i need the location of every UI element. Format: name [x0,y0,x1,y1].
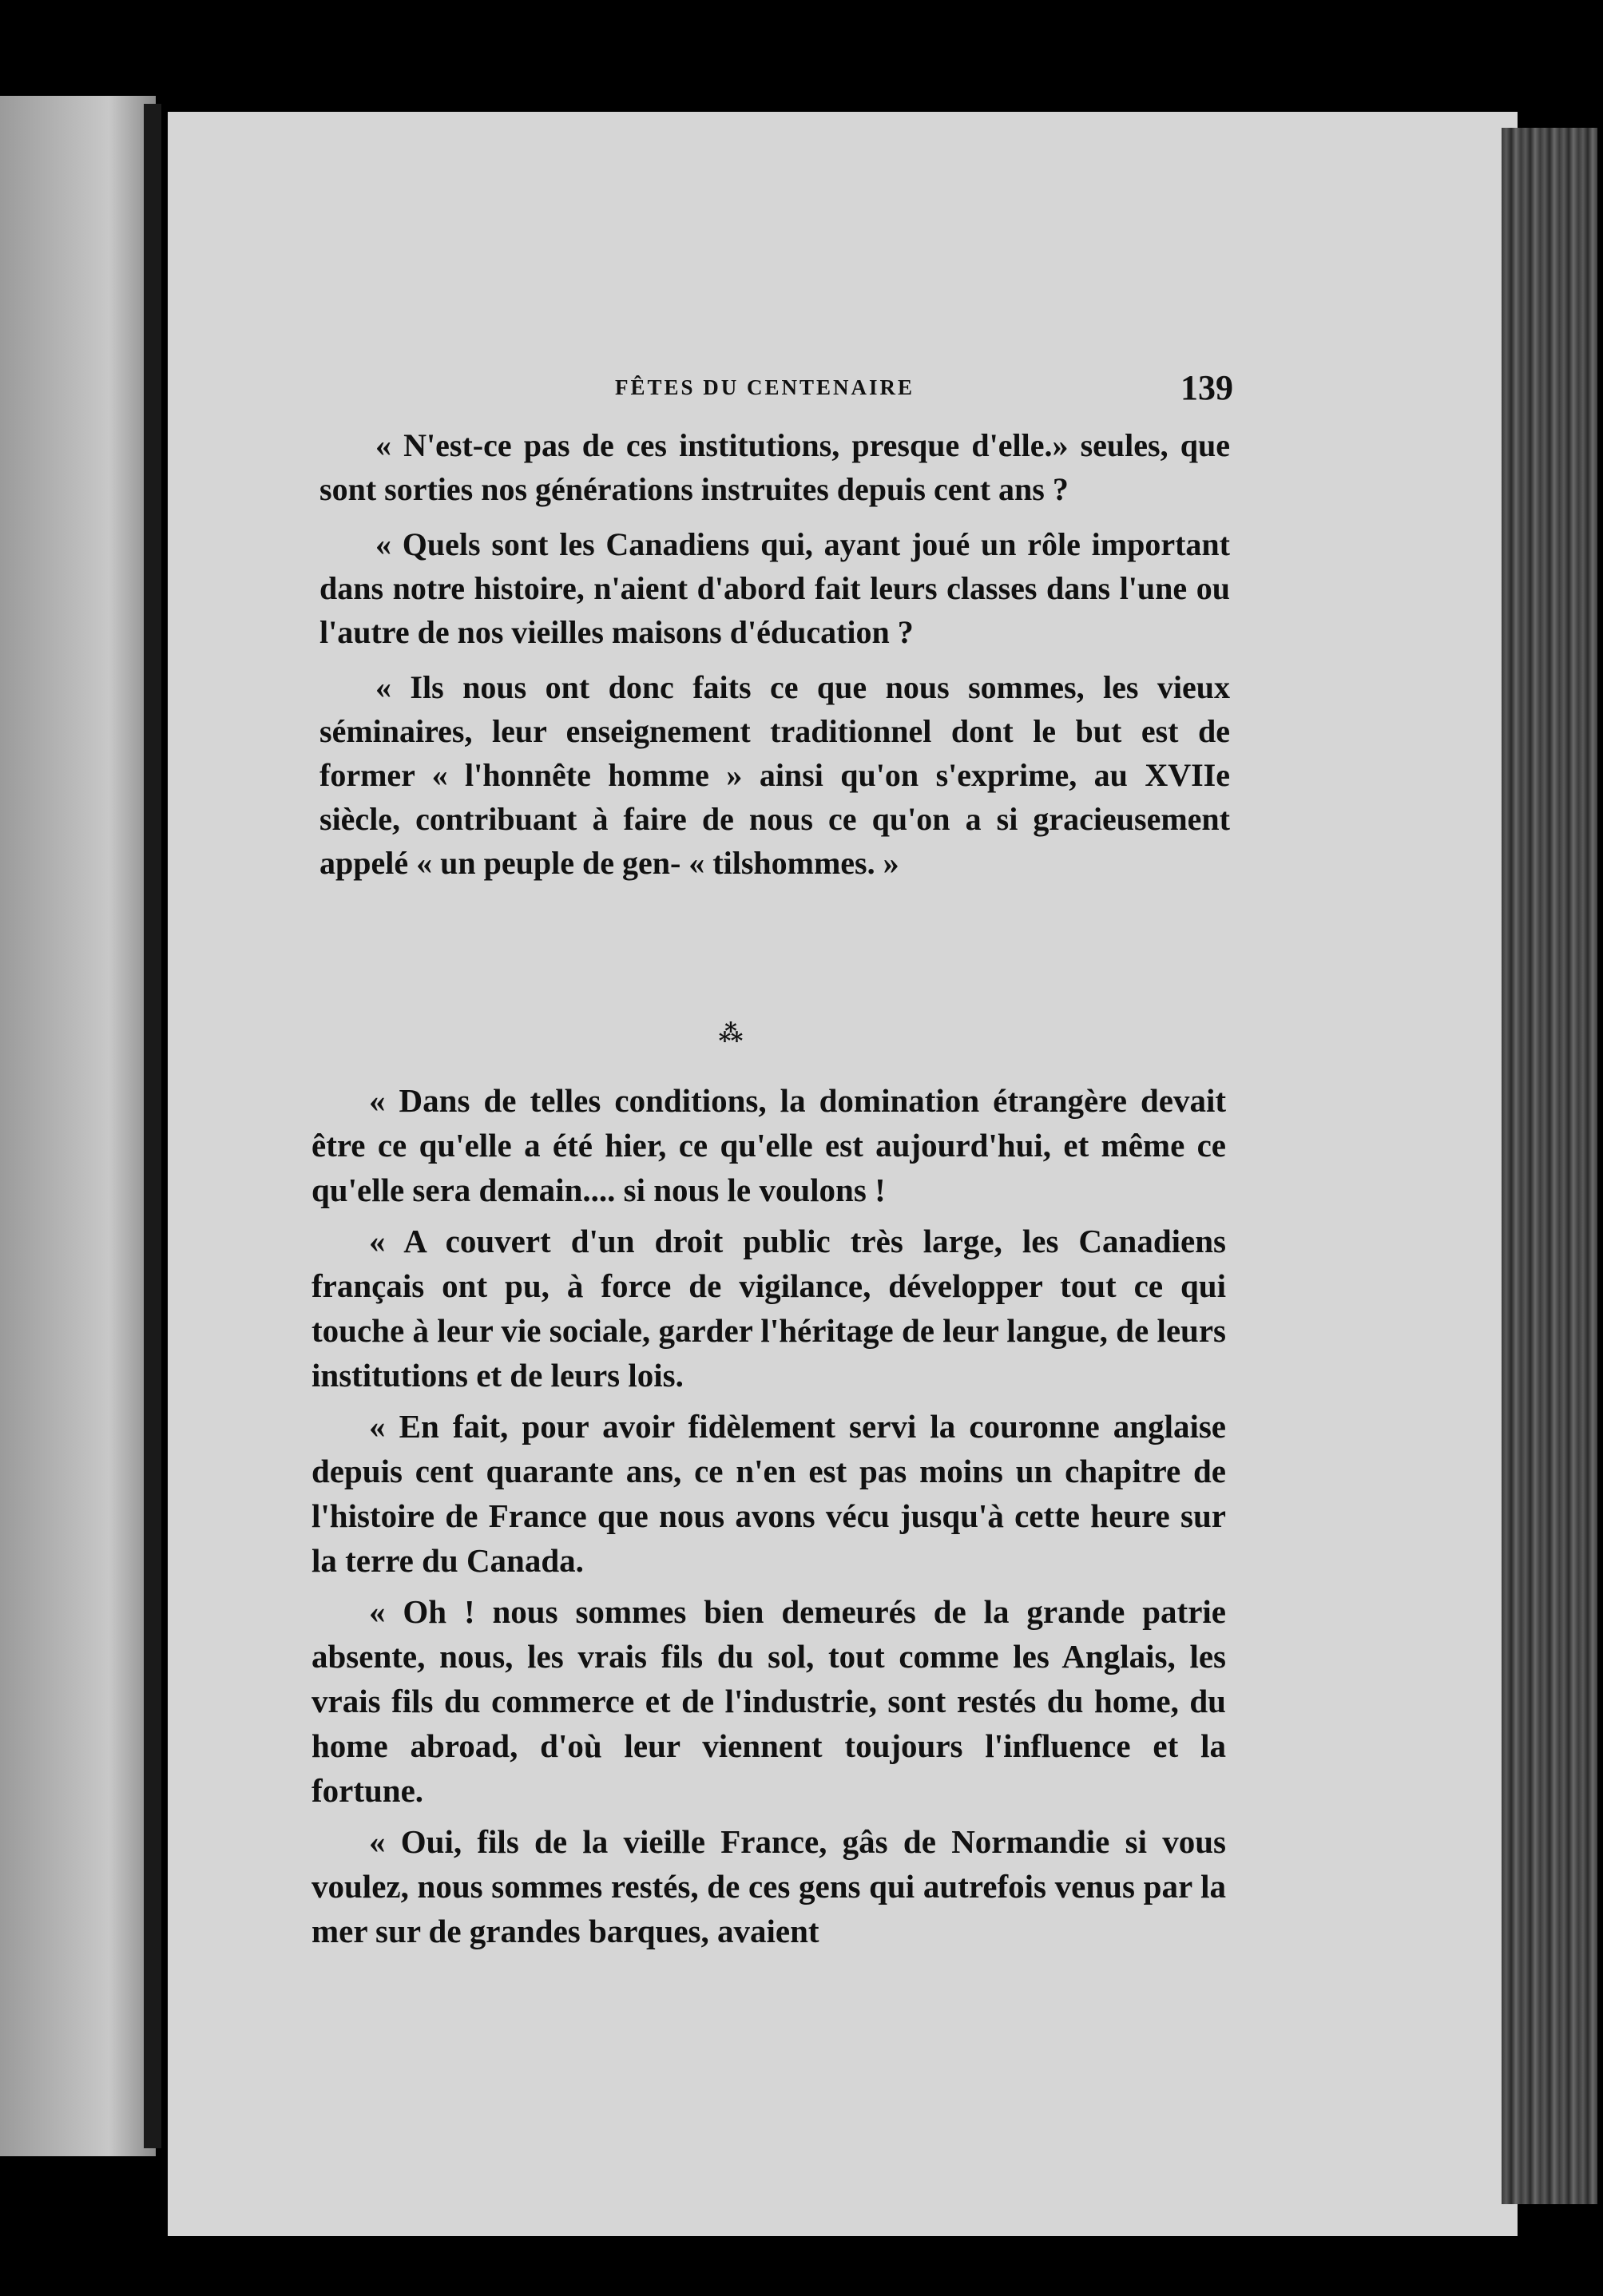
paragraph: « A couvert d'un droit public très large, les Canadiens français ont pu, à force de vigilance, développer tout ce qui touche à leur vie sociale, garder l'héritage de leur langue, de leurs institutions et de leurs lois. [311,1223,1226,1394]
paragraph: « Oh ! nous sommes bien demeurés de la grande patrie absente, nous, les vrais fils du sol, tout comme les Anglais, les vrais fils du commerce et de l'industrie, sont restés du home, du home abroad, d'où leur viennent toujours l'influence et la fortune. [311,1593,1226,1809]
asterism: ⁂ [718,1021,744,1047]
left-page-edge [0,96,156,2156]
paragraph: « Oui, fils de la vieille France, gâs de Normandie si vous voulez, nous sommes restés, de ces gens qui autrefois venus par la mer sur de grandes barques, avaient [311,1823,1226,1949]
page-number: 139 [1180,368,1233,407]
running-title: FÊTES DU CENTENAIRE [615,375,915,399]
text-block-b [311,1078,1226,1960]
page-stack-edge [1502,128,1597,2204]
book-gutter [144,104,161,2148]
paragraph: « En fait, pour avoir fidèlement servi la couronne anglaise depuis cent quarante ans, ce n'en est pas moins un chapitre de l'histoire de France que nous avons vécu jusqu'à cette heure sur la terre du Canada. [311,1408,1226,1579]
text-block-a [319,423,1230,896]
paragraph: « Ils nous ont donc faits ce que nous sommes, les vieux séminaires, leur enseignement traditionnel dont le but est de former « l'honnête homme » ainsi qu'on s'exprime, au XVIIe siècle, contribuant à faire de nous ce qu'on a si gracieusement appelé « un peuple de gen- « tilshommes. » [319,669,1230,881]
paragraph: « Quels sont les Canadiens qui, ayant joué un rôle important dans notre histoire, n'aient d'abord fait leurs classes dans l'une ou l'autre de nos vieilles maisons d'éducation ? [319,526,1230,650]
paragraph: « Dans de telles conditions, la domination étrangère devait être ce qu'elle a été hier, ce qu'elle est aujourd'hui, et même ce qu'elle sera demain.... si nous le voulons ! [311,1082,1226,1208]
paragraph: « N'est-ce pas de ces institutions, presque d'elle.» seules, que sont sorties nos générations instruites depuis cent ans ? [319,427,1230,507]
